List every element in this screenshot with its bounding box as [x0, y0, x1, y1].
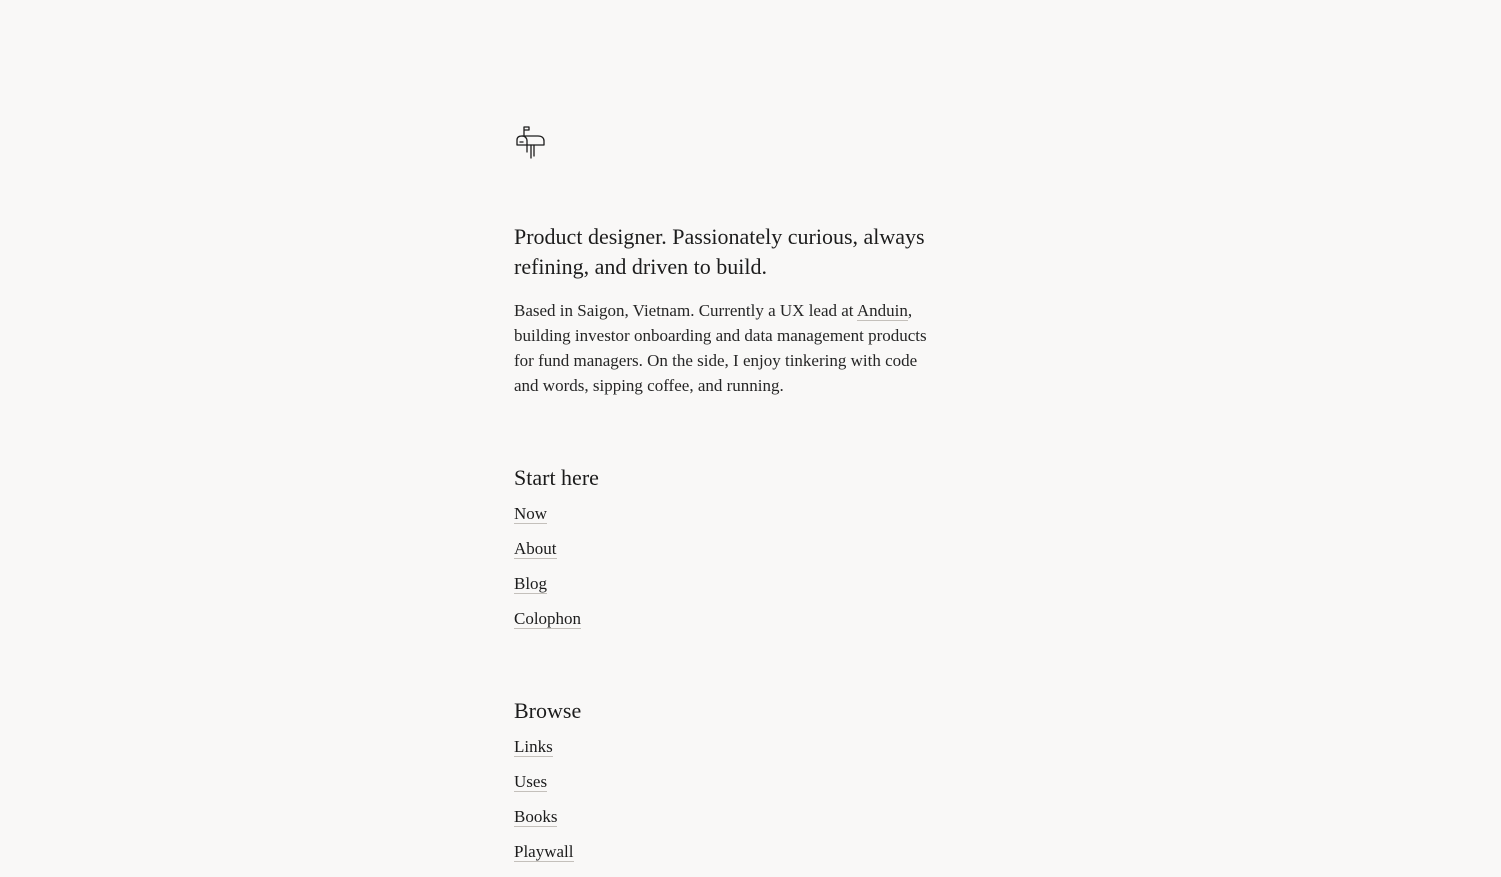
- list-item: [514, 609, 581, 644]
- list-item: [514, 807, 574, 842]
- page-headline: Product designer. Passionately curious, always refining, and driven to build.: [514, 224, 925, 279]
- mailbox-icon[interactable]: [514, 124, 548, 160]
- books-link[interactable]: Books: [514, 807, 558, 826]
- start-here-links: [514, 504, 581, 644]
- bio-paragraph: [514, 298, 934, 398]
- bio-text-start: Based in Saigon, Vietnam. Currently a UX lead at: [514, 301, 857, 320]
- blog-link[interactable]: Blog: [514, 574, 548, 593]
- start-here-heading: Start here: [514, 465, 599, 490]
- links-link[interactable]: Links: [514, 737, 553, 756]
- list-item: [514, 539, 581, 574]
- list-item: [514, 737, 574, 772]
- browse-links: [514, 737, 574, 877]
- bio-text-end: , building investor onboarding and data management products for fund managers. On the side, I enjoy tinkering with code and words, sipping coffee, and running.: [514, 301, 927, 395]
- playwall-link[interactable]: Playwall: [514, 842, 574, 861]
- about-link[interactable]: About: [514, 539, 557, 558]
- browse-heading: Browse: [514, 698, 582, 723]
- list-item: [514, 504, 581, 539]
- colophon-link[interactable]: Colophon: [514, 609, 582, 628]
- now-link[interactable]: Now: [514, 504, 548, 523]
- list-item: [514, 574, 581, 609]
- list-item: [514, 772, 574, 807]
- uses-link[interactable]: Uses: [514, 772, 548, 791]
- anduin-link[interactable]: Anduin: [856, 301, 908, 320]
- list-item: [514, 842, 574, 877]
